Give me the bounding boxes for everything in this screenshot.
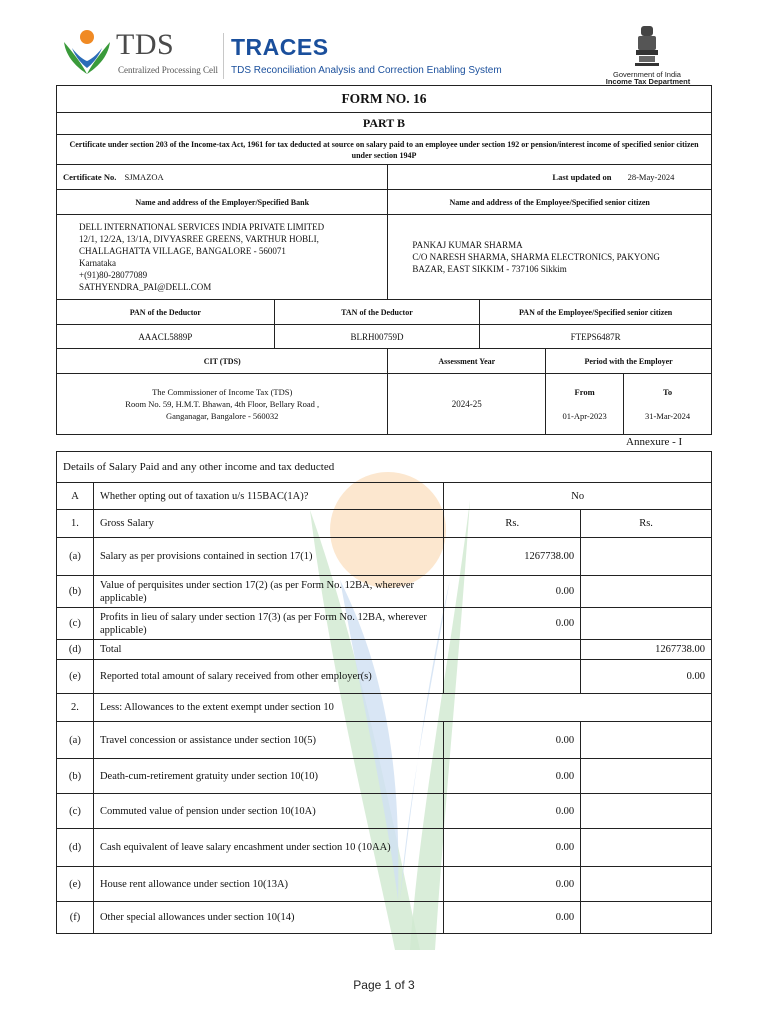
row-desc: Cash equivalent of leave salary encashment under section 10 (10AA) bbox=[93, 829, 443, 867]
row-code: (c) bbox=[57, 794, 94, 829]
pan-employee: FTEPS6487R bbox=[480, 325, 712, 349]
last-updated: 28-May-2024 bbox=[627, 172, 675, 182]
row-value-2 bbox=[581, 576, 712, 608]
employer-line: Karnataka bbox=[79, 258, 116, 268]
rs-header-2: Rs. bbox=[581, 510, 712, 538]
period-from: 01-Apr-2023 bbox=[562, 411, 607, 421]
row-desc: Other special allowances under section 10(14) bbox=[93, 902, 443, 934]
row-desc: Reported total amount of salary received from other employer(s) bbox=[93, 660, 443, 694]
row-code: (d) bbox=[57, 829, 94, 867]
row-code: (a) bbox=[57, 722, 94, 759]
cit-label: CIT (TDS) bbox=[57, 349, 388, 374]
table-row bbox=[57, 660, 712, 694]
certificate-no: SJMAZOA bbox=[124, 172, 164, 182]
tds-logo-icon bbox=[60, 28, 114, 78]
cit-address bbox=[57, 374, 388, 435]
less-label: Less: Allowances to the extent exempt under section 10 bbox=[93, 694, 711, 722]
row-value-1: 1267738.00 bbox=[444, 538, 581, 576]
certificate-no-cell bbox=[57, 165, 388, 190]
row-value-2 bbox=[581, 794, 712, 829]
table-row bbox=[57, 640, 712, 660]
employer-line: +(91)80-28077089 bbox=[79, 270, 148, 280]
form-title: FORM NO. 16 bbox=[57, 86, 712, 113]
table-row bbox=[57, 538, 712, 576]
row-code: (b) bbox=[57, 759, 94, 794]
employer-address bbox=[57, 215, 388, 300]
employer-line: CHALLAGHATTA VILLAGE, BANGALORE - 560071 bbox=[79, 246, 286, 256]
row-value-2 bbox=[581, 538, 712, 576]
cit-line: The Commissioner of Income Tax (TDS) bbox=[152, 387, 293, 397]
table-row bbox=[57, 759, 712, 794]
row-value-1: 0.00 bbox=[444, 722, 581, 759]
opt-code: A bbox=[57, 483, 94, 510]
period-label: Period with the Employer bbox=[546, 349, 712, 374]
pan-deductor: AAACL5889P bbox=[57, 325, 275, 349]
row-desc: Profits in lieu of salary under section 17(3) (as per Form No. 12BA, wherever applicable) bbox=[93, 608, 443, 640]
emblem bbox=[632, 24, 662, 70]
tds-logo bbox=[60, 28, 114, 78]
row-code: (b) bbox=[57, 576, 94, 608]
rs-header-1: Rs. bbox=[444, 510, 581, 538]
employee-line: BAZAR, EAST SIKKIM - 737106 Sikkim bbox=[412, 264, 567, 274]
period-from-cell bbox=[546, 374, 624, 435]
row-value-2: 0.00 bbox=[581, 660, 712, 694]
gov-line1: Government of India bbox=[613, 70, 681, 79]
row-desc: Value of perquisites under section 17(2) (as per Form No. 12BA, wherever applicable) bbox=[93, 576, 443, 608]
row-value-2 bbox=[581, 759, 712, 794]
form-part: PART B bbox=[57, 113, 712, 135]
table-row bbox=[57, 902, 712, 934]
table-row bbox=[57, 576, 712, 608]
opt-answer: No bbox=[444, 483, 712, 510]
row-desc: Total bbox=[93, 640, 443, 660]
employee-address bbox=[388, 215, 712, 300]
from-label: From bbox=[574, 387, 595, 397]
traces-title: TRACES bbox=[231, 34, 329, 60]
row-value-1: 0.00 bbox=[444, 794, 581, 829]
pan-employee-label: PAN of the Employee/Specified senior citizen bbox=[480, 300, 712, 325]
header-divider bbox=[223, 33, 224, 79]
less-code: 2. bbox=[57, 694, 94, 722]
table-row bbox=[57, 867, 712, 902]
table-row bbox=[57, 794, 712, 829]
row-value-2: 1267738.00 bbox=[581, 640, 712, 660]
row-code: (c) bbox=[57, 608, 94, 640]
row-value-1: 0.00 bbox=[444, 902, 581, 934]
employer-line: 12/1, 12/2A, 13/1A, DIVYASREE GREENS, VARTHUR HOBLI, bbox=[79, 234, 319, 244]
logo-subtitle: Centralized Processing Cell bbox=[118, 65, 218, 75]
traces-subtitle: TDS Reconciliation Analysis and Correction Enabling System bbox=[231, 65, 502, 76]
row-desc: Commuted value of pension under section 10(10A) bbox=[93, 794, 443, 829]
assessment-year: 2024-25 bbox=[388, 374, 546, 435]
row-code: (f) bbox=[57, 902, 94, 934]
row-value-1: 0.00 bbox=[444, 576, 581, 608]
tan-deductor-label: TAN of the Deductor bbox=[274, 300, 480, 325]
employer-line: DELL INTERNATIONAL SERVICES INDIA PRIVATE LIMITED bbox=[79, 222, 325, 232]
to-label: To bbox=[662, 387, 673, 397]
gov-line2: Income Tax Department bbox=[605, 77, 691, 86]
row-desc: Travel concession or assistance under section 10(5) bbox=[93, 722, 443, 759]
row-value-1: 0.00 bbox=[444, 829, 581, 867]
employee-line: C/O NARESH SHARMA, SHARMA ELECTRONICS, PAKYONG bbox=[412, 252, 660, 262]
gross-label: Gross Salary bbox=[93, 510, 443, 538]
last-updated-label: Last updated on bbox=[552, 172, 612, 182]
cit-line: Ganganagar, Bangalore - 560032 bbox=[165, 411, 279, 421]
period-to-cell bbox=[624, 374, 712, 435]
row-code: (d) bbox=[57, 640, 94, 660]
pan-deductor-label: PAN of the Deductor bbox=[57, 300, 275, 325]
annexure-label: Annexure - I bbox=[626, 436, 683, 448]
cit-line: Room No. 59, H.M.T. Bhawan, 4th Floor, Bellary Road , bbox=[125, 399, 320, 409]
logo-title: TDS bbox=[116, 28, 175, 61]
row-value-2 bbox=[581, 902, 712, 934]
assessment-year-label: Assessment Year bbox=[388, 349, 546, 374]
row-desc: House rent allowance under section 10(13A) bbox=[93, 867, 443, 902]
gross-code: 1. bbox=[57, 510, 94, 538]
row-value-1: 0.00 bbox=[444, 608, 581, 640]
row-value-2 bbox=[581, 867, 712, 902]
page-number: Page 1 of 3 bbox=[353, 978, 415, 992]
last-updated-cell bbox=[388, 165, 712, 190]
table-row bbox=[57, 722, 712, 759]
form16-table bbox=[56, 85, 712, 435]
row-value-2 bbox=[581, 829, 712, 867]
emblem-icon bbox=[632, 24, 662, 70]
certificate-text: Certificate under section 203 of the Income-tax Act, 1961 for tax deducted at source on salary paid to an employee under section 192 or pension/interest income of specified senior citizen under section 194P bbox=[57, 135, 712, 165]
employer-line: SATHYENDRA_PAI@DELL.COM bbox=[79, 282, 212, 292]
row-desc: Salary as per provisions contained in section 17(1) bbox=[93, 538, 443, 576]
table-row bbox=[57, 608, 712, 640]
certificate-no-label: Certificate No. bbox=[63, 172, 117, 182]
row-code: (e) bbox=[57, 867, 94, 902]
row-value-1: 0.00 bbox=[444, 867, 581, 902]
row-desc: Death-cum-retirement gratuity under section 10(10) bbox=[93, 759, 443, 794]
employee-heading: Name and address of the Employee/Specified senior citizen bbox=[388, 190, 712, 215]
row-code: (a) bbox=[57, 538, 94, 576]
employer-heading: Name and address of the Employer/Specified Bank bbox=[57, 190, 388, 215]
employee-line: PANKAJ KUMAR SHARMA bbox=[412, 240, 523, 250]
row-value-1 bbox=[444, 640, 581, 660]
opt-question: Whether opting out of taxation u/s 115BAC(1A)? bbox=[93, 483, 443, 510]
tan-deductor: BLRH00759D bbox=[274, 325, 480, 349]
period-to: 31-Mar-2024 bbox=[644, 411, 691, 421]
row-code: (e) bbox=[57, 660, 94, 694]
row-value-2 bbox=[581, 608, 712, 640]
table-row bbox=[57, 829, 712, 867]
row-value-1 bbox=[444, 660, 581, 694]
annexure-heading: Details of Salary Paid and any other income and tax deducted bbox=[57, 452, 712, 483]
row-value-1: 0.00 bbox=[444, 759, 581, 794]
row-value-2 bbox=[581, 722, 712, 759]
annexure-table bbox=[56, 451, 712, 934]
